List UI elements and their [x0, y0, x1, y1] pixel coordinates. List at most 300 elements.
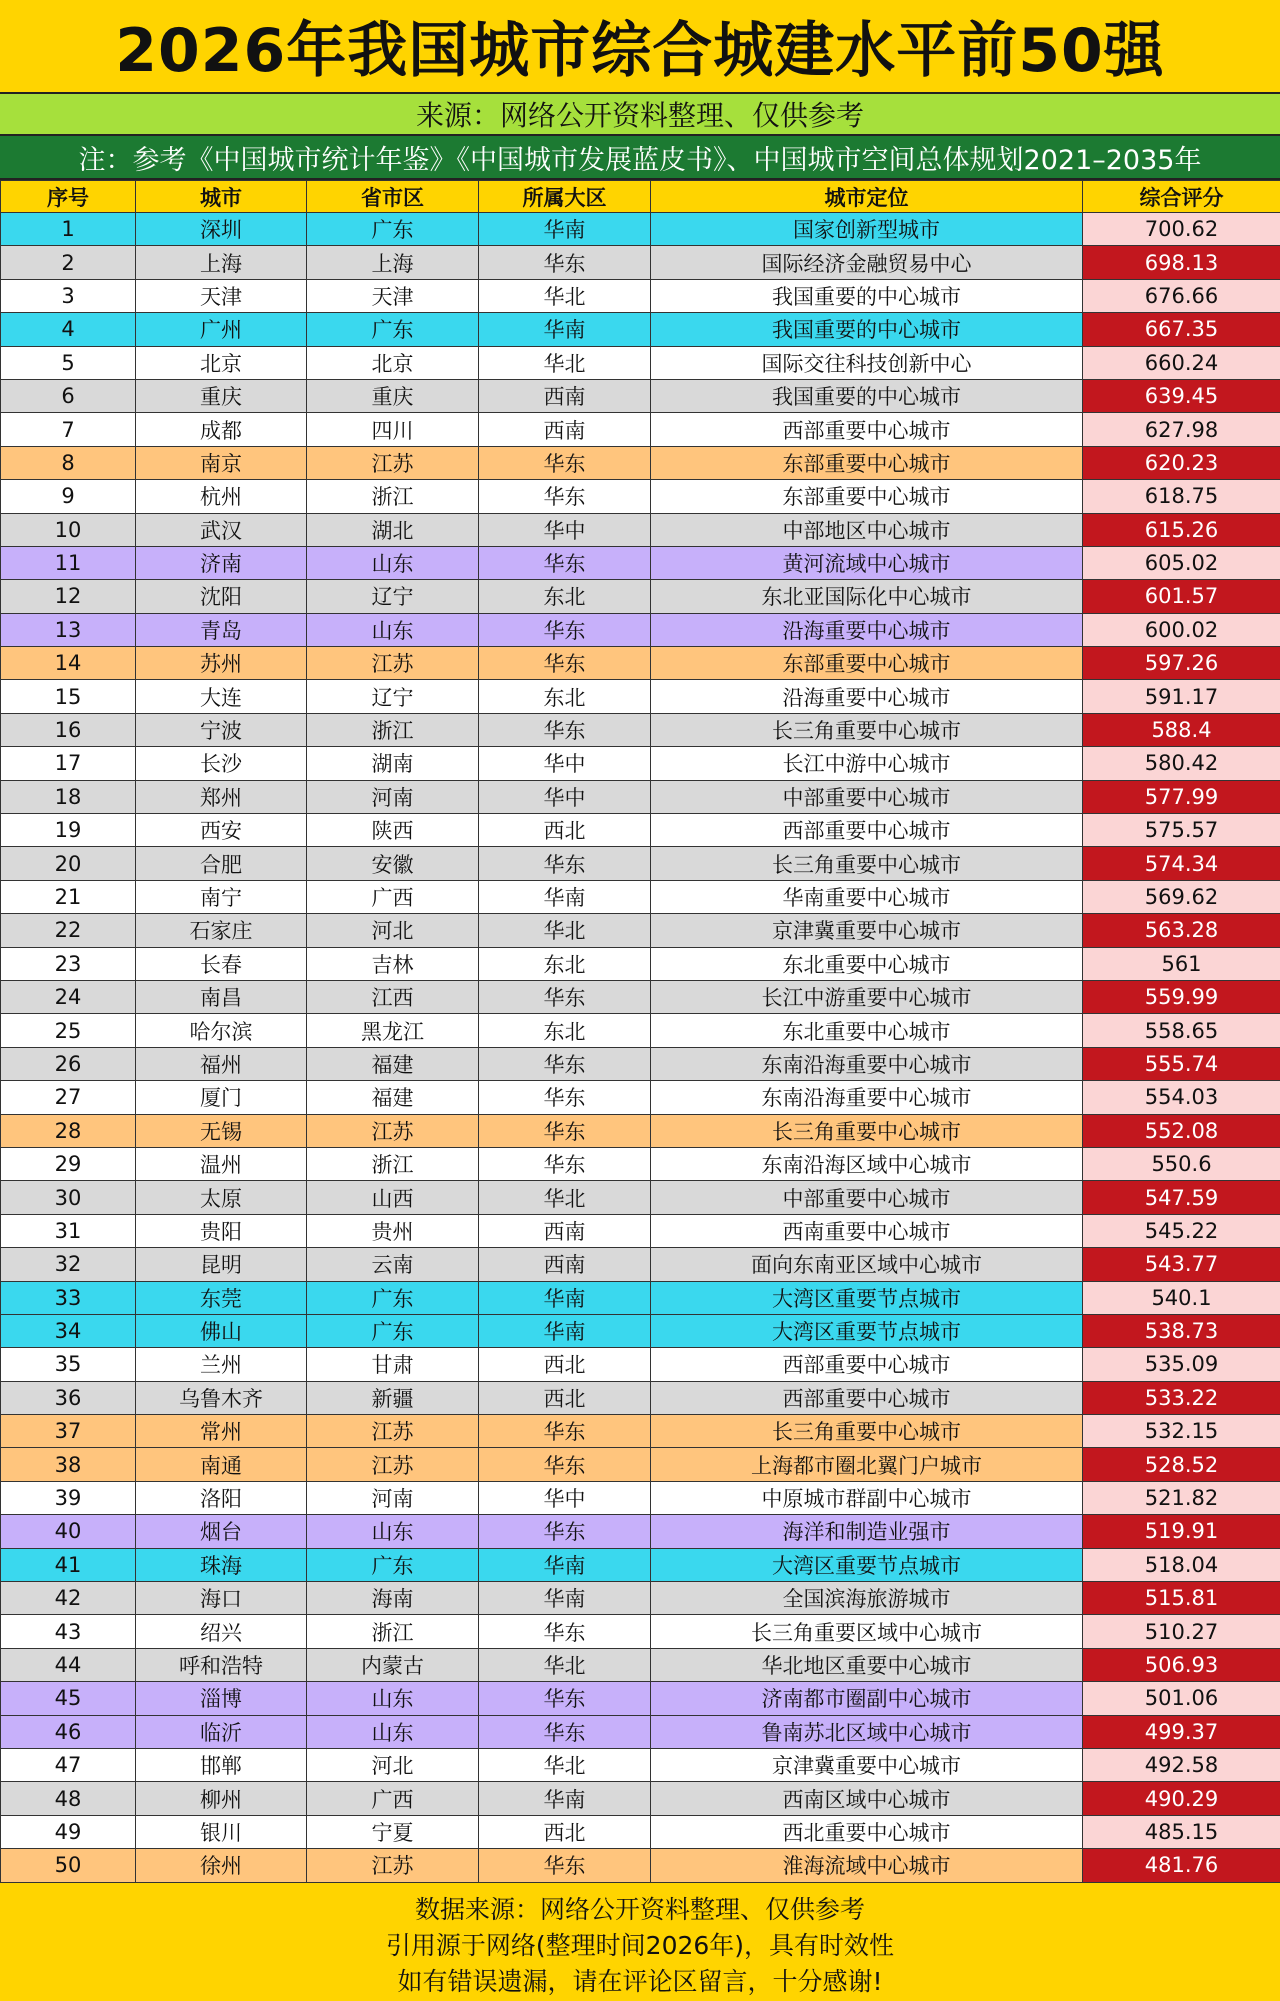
rank-cell: 17: [1, 747, 136, 780]
region-cell: 华南: [479, 1582, 651, 1615]
footer-line-source: 数据来源：网络公开资料整理、仅供参考: [414, 1894, 865, 1924]
role-cell: 长江中游中心城市: [651, 747, 1083, 780]
table-row: [1, 814, 1280, 847]
role-cell: 东南沿海重要中心城市: [651, 1081, 1083, 1114]
province-cell: 河南: [307, 1481, 479, 1514]
table-row: [1, 914, 1280, 947]
province-cell: 广东: [307, 313, 479, 346]
region-cell: 华南: [479, 1281, 651, 1314]
city-cell: 柳州: [136, 1782, 307, 1815]
score-cell: 601.57: [1083, 580, 1280, 613]
city-cell: 呼和浩特: [136, 1648, 307, 1681]
score-cell: 532.15: [1083, 1415, 1280, 1448]
table-row: [1, 1548, 1280, 1581]
city-cell: 西安: [136, 814, 307, 847]
table-row: [1, 1582, 1280, 1615]
role-cell: 东部重要中心城市: [651, 480, 1083, 513]
score-cell: 547.59: [1083, 1181, 1280, 1214]
score-cell: 676.66: [1083, 279, 1280, 312]
role-cell: 中原城市群副中心城市: [651, 1481, 1083, 1514]
header-rank: 序号: [1, 181, 136, 213]
province-cell: 山东: [307, 1715, 479, 1748]
score-cell: 485.15: [1083, 1815, 1280, 1848]
score-cell: 535.09: [1083, 1348, 1280, 1381]
role-cell: 西北重要中心城市: [651, 1815, 1083, 1848]
role-cell: 西部重要中心城市: [651, 413, 1083, 446]
region-cell: 华东: [479, 1448, 651, 1481]
table-row: [1, 1782, 1280, 1815]
table-row: [1, 1181, 1280, 1214]
rank-cell: 7: [1, 413, 136, 446]
score-cell: 620.23: [1083, 446, 1280, 479]
city-cell: 南宁: [136, 880, 307, 913]
table-row: [1, 480, 1280, 513]
rank-cell: 43: [1, 1615, 136, 1648]
city-cell: 东莞: [136, 1281, 307, 1314]
rank-cell: 29: [1, 1147, 136, 1180]
city-cell: 深圳: [136, 213, 307, 246]
score-cell: 588.4: [1083, 713, 1280, 746]
rank-cell: 50: [1, 1849, 136, 1882]
rank-cell: 8: [1, 446, 136, 479]
rank-cell: 22: [1, 914, 136, 947]
table-row: [1, 780, 1280, 813]
header-city: 城市: [136, 181, 307, 213]
score-cell: 563.28: [1083, 914, 1280, 947]
table-row: [1, 1348, 1280, 1381]
header-province: 省市区: [307, 181, 479, 213]
province-cell: 上海: [307, 246, 479, 279]
table-row: [1, 613, 1280, 646]
province-cell: 贵州: [307, 1214, 479, 1247]
region-cell: 华南: [479, 880, 651, 913]
region-cell: 华南: [479, 1314, 651, 1347]
rank-cell: 6: [1, 379, 136, 412]
score-cell: 600.02: [1083, 613, 1280, 646]
table-row: [1, 713, 1280, 746]
rank-cell: 16: [1, 713, 136, 746]
score-cell: 490.29: [1083, 1782, 1280, 1815]
score-cell: 577.99: [1083, 780, 1280, 813]
score-cell: 597.26: [1083, 647, 1280, 680]
city-cell: 无锡: [136, 1114, 307, 1147]
region-cell: 西南: [479, 1214, 651, 1247]
city-cell: 武汉: [136, 513, 307, 546]
rank-cell: 31: [1, 1214, 136, 1247]
province-cell: 广西: [307, 880, 479, 913]
province-cell: 湖南: [307, 747, 479, 780]
table-row: [1, 1281, 1280, 1314]
city-cell: 海口: [136, 1582, 307, 1615]
score-cell: 558.65: [1083, 1014, 1280, 1047]
city-cell: 北京: [136, 346, 307, 379]
rank-cell: 18: [1, 780, 136, 813]
score-cell: 545.22: [1083, 1214, 1280, 1247]
city-cell: 常州: [136, 1415, 307, 1448]
province-cell: 安徽: [307, 847, 479, 880]
score-cell: 660.24: [1083, 346, 1280, 379]
role-cell: 京津冀重要中心城市: [651, 914, 1083, 947]
city-cell: 南昌: [136, 980, 307, 1013]
region-cell: 华南: [479, 1782, 651, 1815]
score-cell: 574.34: [1083, 847, 1280, 880]
region-cell: 西南: [479, 413, 651, 446]
rank-cell: 26: [1, 1047, 136, 1080]
role-cell: 西南区域中心城市: [651, 1782, 1083, 1815]
province-cell: 甘肃: [307, 1348, 479, 1381]
province-cell: 山东: [307, 1515, 479, 1548]
score-cell: 506.93: [1083, 1648, 1280, 1681]
table-row: [1, 1214, 1280, 1247]
region-cell: 华南: [479, 313, 651, 346]
city-cell: 厦门: [136, 1081, 307, 1114]
province-cell: 辽宁: [307, 680, 479, 713]
role-cell: 长三角重要中心城市: [651, 1415, 1083, 1448]
header-region: 所属大区: [479, 181, 651, 213]
province-cell: 浙江: [307, 1615, 479, 1648]
role-cell: 海洋和制造业强市: [651, 1515, 1083, 1548]
city-cell: 邯郸: [136, 1748, 307, 1781]
score-cell: 605.02: [1083, 546, 1280, 579]
note-banner: 注：参考《中国城市统计年鉴》《中国城市发展蓝皮书》、中国城市空间总体规划2021–2035年: [0, 136, 1280, 180]
role-cell: 长江中游重要中心城市: [651, 980, 1083, 1013]
province-cell: 江西: [307, 980, 479, 1013]
city-cell: 上海: [136, 246, 307, 279]
role-cell: 我国重要的中心城市: [651, 313, 1083, 346]
role-cell: 东南沿海区域中心城市: [651, 1147, 1083, 1180]
score-cell: 533.22: [1083, 1381, 1280, 1414]
rank-cell: 20: [1, 847, 136, 880]
role-cell: 黄河流域中心城市: [651, 546, 1083, 579]
footer: [0, 1890, 1280, 2001]
rank-cell: 19: [1, 814, 136, 847]
role-cell: 华北地区重要中心城市: [651, 1648, 1083, 1681]
score-cell: 499.37: [1083, 1715, 1280, 1748]
region-cell: 华东: [479, 1715, 651, 1748]
city-cell: 昆明: [136, 1248, 307, 1281]
city-cell: 长沙: [136, 747, 307, 780]
city-cell: 临沂: [136, 1715, 307, 1748]
table-body: [1, 213, 1280, 1883]
city-cell: 杭州: [136, 480, 307, 513]
rank-cell: 13: [1, 613, 136, 646]
rank-cell: 21: [1, 880, 136, 913]
score-cell: 559.99: [1083, 980, 1280, 1013]
score-cell: 550.6: [1083, 1147, 1280, 1180]
city-cell: 宁波: [136, 713, 307, 746]
score-cell: 519.91: [1083, 1515, 1280, 1548]
city-cell: 合肥: [136, 847, 307, 880]
city-cell: 福州: [136, 1047, 307, 1080]
role-cell: 大湾区重要节点城市: [651, 1314, 1083, 1347]
rank-cell: 3: [1, 279, 136, 312]
rank-cell: 35: [1, 1348, 136, 1381]
role-cell: 全国滨海旅游城市: [651, 1582, 1083, 1615]
ranking-table: [0, 180, 1280, 1883]
role-cell: 我国重要的中心城市: [651, 279, 1083, 312]
province-cell: 山西: [307, 1181, 479, 1214]
region-cell: 华东: [479, 1081, 651, 1114]
score-cell: 580.42: [1083, 747, 1280, 780]
role-cell: 沿海重要中心城市: [651, 680, 1083, 713]
province-cell: 广东: [307, 1314, 479, 1347]
rank-cell: 25: [1, 1014, 136, 1047]
city-cell: 南京: [136, 446, 307, 479]
score-cell: 555.74: [1083, 1047, 1280, 1080]
score-cell: 569.62: [1083, 880, 1280, 913]
city-cell: 重庆: [136, 379, 307, 412]
region-cell: 华北: [479, 346, 651, 379]
province-cell: 黑龙江: [307, 1014, 479, 1047]
table-row: [1, 647, 1280, 680]
city-cell: 天津: [136, 279, 307, 312]
region-cell: 华北: [479, 279, 651, 312]
role-cell: 中部重要中心城市: [651, 780, 1083, 813]
province-cell: 福建: [307, 1081, 479, 1114]
role-cell: 国际经济金融贸易中心: [651, 246, 1083, 279]
region-cell: 华北: [479, 1748, 651, 1781]
rank-cell: 14: [1, 647, 136, 680]
city-cell: 大连: [136, 680, 307, 713]
role-cell: 长三角重要中心城市: [651, 713, 1083, 746]
province-cell: 福建: [307, 1047, 479, 1080]
city-cell: 洛阳: [136, 1481, 307, 1514]
rank-cell: 44: [1, 1648, 136, 1681]
score-cell: 521.82: [1083, 1481, 1280, 1514]
region-cell: 华北: [479, 1181, 651, 1214]
province-cell: 内蒙古: [307, 1648, 479, 1681]
city-cell: 银川: [136, 1815, 307, 1848]
region-cell: 华东: [479, 1515, 651, 1548]
footer-line-time: 引用源于网络(整理时间2026年)，具有时效性: [385, 1930, 895, 1960]
city-cell: 石家庄: [136, 914, 307, 947]
city-cell: 绍兴: [136, 1615, 307, 1648]
city-cell: 长春: [136, 947, 307, 980]
rank-cell: 37: [1, 1415, 136, 1448]
role-cell: 国际交往科技创新中心: [651, 346, 1083, 379]
city-cell: 济南: [136, 546, 307, 579]
table-row: [1, 213, 1280, 246]
rank-cell: 34: [1, 1314, 136, 1347]
region-cell: 华东: [479, 246, 651, 279]
city-cell: 徐州: [136, 1849, 307, 1882]
province-cell: 北京: [307, 346, 479, 379]
role-cell: 西部重要中心城市: [651, 814, 1083, 847]
role-cell: 大湾区重要节点城市: [651, 1281, 1083, 1314]
region-cell: 华东: [479, 446, 651, 479]
table-row: [1, 279, 1280, 312]
province-cell: 广东: [307, 1281, 479, 1314]
table-row: [1, 246, 1280, 279]
city-cell: 郑州: [136, 780, 307, 813]
rank-cell: 28: [1, 1114, 136, 1147]
region-cell: 华东: [479, 647, 651, 680]
table-row: [1, 513, 1280, 546]
table-row: [1, 1081, 1280, 1114]
table-row: [1, 947, 1280, 980]
rank-cell: 48: [1, 1782, 136, 1815]
role-cell: 济南都市圈副中心城市: [651, 1682, 1083, 1715]
city-cell: 南通: [136, 1448, 307, 1481]
role-cell: 上海都市圈北翼门户城市: [651, 1448, 1083, 1481]
score-cell: 501.06: [1083, 1682, 1280, 1715]
city-cell: 兰州: [136, 1348, 307, 1381]
province-cell: 吉林: [307, 947, 479, 980]
role-cell: 东部重要中心城市: [651, 446, 1083, 479]
region-cell: 华中: [479, 1481, 651, 1514]
rank-cell: 4: [1, 313, 136, 346]
role-cell: 鲁南苏北区域中心城市: [651, 1715, 1083, 1748]
score-cell: 543.77: [1083, 1248, 1280, 1281]
rank-cell: 38: [1, 1448, 136, 1481]
role-cell: 长三角重要区域中心城市: [651, 1615, 1083, 1648]
role-cell: 东北重要中心城市: [651, 1014, 1083, 1047]
region-cell: 华东: [479, 480, 651, 513]
rank-cell: 46: [1, 1715, 136, 1748]
province-cell: 辽宁: [307, 580, 479, 613]
score-cell: 510.27: [1083, 1615, 1280, 1648]
rank-cell: 49: [1, 1815, 136, 1848]
region-cell: 东北: [479, 680, 651, 713]
province-cell: 广西: [307, 1782, 479, 1815]
region-cell: 华中: [479, 747, 651, 780]
region-cell: 西南: [479, 1248, 651, 1281]
role-cell: 西部重要中心城市: [651, 1348, 1083, 1381]
region-cell: 华东: [479, 1615, 651, 1648]
role-cell: 长三角重要中心城市: [651, 847, 1083, 880]
province-cell: 江苏: [307, 1415, 479, 1448]
city-cell: 温州: [136, 1147, 307, 1180]
city-cell: 珠海: [136, 1548, 307, 1581]
region-cell: 华中: [479, 780, 651, 813]
page-title: 2026年我国城市综合城建水平前50强: [0, 0, 1280, 94]
region-cell: 华东: [479, 1849, 651, 1882]
province-cell: 陕西: [307, 814, 479, 847]
province-cell: 河南: [307, 780, 479, 813]
table-row: [1, 546, 1280, 579]
region-cell: 华东: [479, 1114, 651, 1147]
score-cell: 518.04: [1083, 1548, 1280, 1581]
region-cell: 西北: [479, 1348, 651, 1381]
rank-cell: 12: [1, 580, 136, 613]
score-cell: 540.1: [1083, 1281, 1280, 1314]
table-row: [1, 1415, 1280, 1448]
city-cell: 哈尔滨: [136, 1014, 307, 1047]
table-header-row: [1, 181, 1280, 213]
province-cell: 江苏: [307, 1849, 479, 1882]
region-cell: 华东: [479, 1047, 651, 1080]
rank-cell: 40: [1, 1515, 136, 1548]
role-cell: 东北亚国际化中心城市: [651, 580, 1083, 613]
rank-cell: 9: [1, 480, 136, 513]
region-cell: 西南: [479, 379, 651, 412]
score-cell: 575.57: [1083, 814, 1280, 847]
province-cell: 浙江: [307, 1147, 479, 1180]
province-cell: 山东: [307, 613, 479, 646]
province-cell: 云南: [307, 1248, 479, 1281]
role-cell: 华南重要中心城市: [651, 880, 1083, 913]
province-cell: 河北: [307, 914, 479, 947]
table-row: [1, 1849, 1280, 1882]
rank-cell: 1: [1, 213, 136, 246]
score-cell: 591.17: [1083, 680, 1280, 713]
table-row: [1, 980, 1280, 1013]
city-cell: 贵阳: [136, 1214, 307, 1247]
rank-cell: 32: [1, 1248, 136, 1281]
province-cell: 海南: [307, 1582, 479, 1615]
rank-cell: 33: [1, 1281, 136, 1314]
rank-cell: 10: [1, 513, 136, 546]
province-cell: 江苏: [307, 446, 479, 479]
region-cell: 西北: [479, 814, 651, 847]
rank-cell: 39: [1, 1481, 136, 1514]
table-row: [1, 747, 1280, 780]
region-cell: 华东: [479, 1415, 651, 1448]
role-cell: 淮海流域中心城市: [651, 1849, 1083, 1882]
table-row: [1, 1515, 1280, 1548]
province-cell: 湖北: [307, 513, 479, 546]
table-row: [1, 1748, 1280, 1781]
table-row: [1, 1481, 1280, 1514]
table-row: [1, 446, 1280, 479]
region-cell: 华北: [479, 914, 651, 947]
region-cell: 华东: [479, 713, 651, 746]
region-cell: 华东: [479, 847, 651, 880]
table-row: [1, 1815, 1280, 1848]
province-cell: 江苏: [307, 1448, 479, 1481]
score-cell: 618.75: [1083, 480, 1280, 513]
table-row: [1, 413, 1280, 446]
city-cell: 烟台: [136, 1515, 307, 1548]
role-cell: 大湾区重要节点城市: [651, 1548, 1083, 1581]
region-cell: 华东: [479, 980, 651, 1013]
table-row: [1, 1114, 1280, 1147]
score-cell: 700.62: [1083, 213, 1280, 246]
score-cell: 615.26: [1083, 513, 1280, 546]
rank-cell: 42: [1, 1582, 136, 1615]
table-row: [1, 1648, 1280, 1681]
rank-cell: 23: [1, 947, 136, 980]
city-cell: 苏州: [136, 647, 307, 680]
table-row: [1, 1248, 1280, 1281]
table-row: [1, 847, 1280, 880]
role-cell: 沿海重要中心城市: [651, 613, 1083, 646]
region-cell: 东北: [479, 947, 651, 980]
score-cell: 515.81: [1083, 1582, 1280, 1615]
rank-cell: 24: [1, 980, 136, 1013]
table-row: [1, 1615, 1280, 1648]
table-row: [1, 313, 1280, 346]
source-banner: 来源：网络公开资料整理、仅供参考: [0, 94, 1280, 136]
score-cell: 528.52: [1083, 1448, 1280, 1481]
city-cell: 淄博: [136, 1682, 307, 1715]
table-row: [1, 1682, 1280, 1715]
role-cell: 东南沿海重要中心城市: [651, 1047, 1083, 1080]
role-cell: 面向东南亚区域中心城市: [651, 1248, 1083, 1281]
table-row: [1, 1314, 1280, 1347]
province-cell: 新疆: [307, 1381, 479, 1414]
score-cell: 492.58: [1083, 1748, 1280, 1781]
region-cell: 华东: [479, 546, 651, 579]
region-cell: 华北: [479, 1648, 651, 1681]
table-row: [1, 1448, 1280, 1481]
table-row: [1, 680, 1280, 713]
table-row: [1, 379, 1280, 412]
province-cell: 广东: [307, 1548, 479, 1581]
region-cell: 西北: [479, 1815, 651, 1848]
region-cell: 华中: [479, 513, 651, 546]
role-cell: 中部地区中心城市: [651, 513, 1083, 546]
